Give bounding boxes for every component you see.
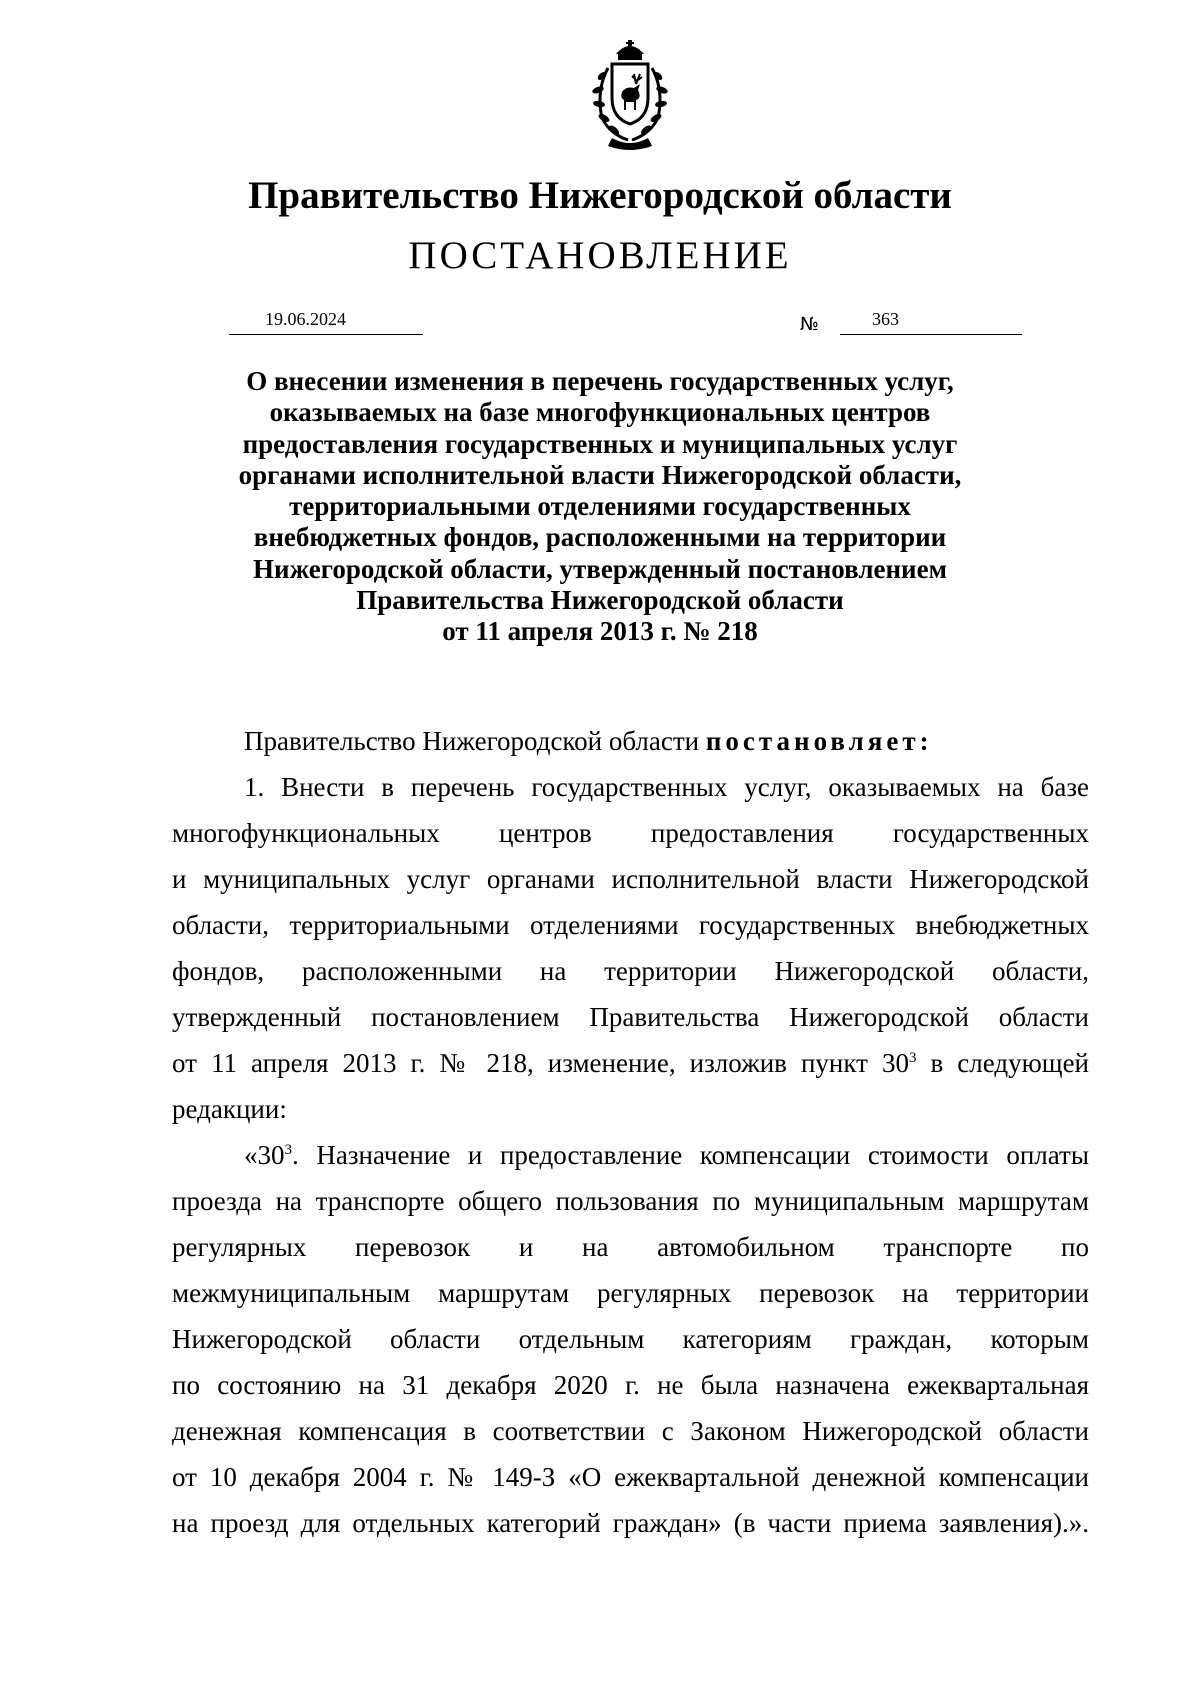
quote-line: «$30^3$. Назначение и предоставление компенсации стоимости оплаты	[244, 1140, 1089, 1170]
paragraph-line: утвержденный постановлением Правительства Нижегородской области	[172, 1002, 1089, 1032]
quote-line: от 10 декабря 2004 г. № 149-З «О ежеквартальной денежной компенсации	[172, 1462, 1089, 1492]
quote-line: регулярных перевозок и на автомобильном транспорте по	[172, 1232, 1089, 1262]
quote-line: проезда на транспорте общего пользования по муниципальным маршрутам	[172, 1186, 1089, 1216]
number-field	[840, 308, 1022, 335]
title-line: предоставления государственных и муниципальных услуг	[242, 428, 958, 459]
paragraph-line: 1. Внести в перечень государственных услуг, оказываемых на базе	[244, 772, 1089, 802]
title-line: оказываемых на базе многофункциональных центров	[269, 397, 931, 428]
title-line: органами исполнительной власти Нижегородской области,	[238, 459, 962, 490]
document-number: 363	[872, 309, 899, 329]
quote-line: денежная компенсация в соответствии с Законом Нижегородской области	[172, 1416, 1089, 1446]
date-field	[229, 308, 423, 335]
title-line: Нижегородской области, утвержденный постановлением	[253, 553, 947, 584]
number-sign: №	[800, 314, 819, 335]
title-line: О внесении изменения в перечень государственных услуг,	[246, 366, 954, 396]
organization-name: Правительство Нижегородской области	[248, 174, 952, 217]
paragraph-line: области, территориальными отделениями государственных внебюджетных	[172, 910, 1089, 940]
decree-word: постановляет:	[705, 726, 933, 756]
title-line: от 11 апреля 2013 г. № 218	[442, 616, 758, 647]
paragraph-line: фондов, расположенными на территории Нижегородской области,	[172, 956, 1089, 986]
quote-line: по состоянию на 31 декабря 2020 г. не была назначена ежеквартальная	[172, 1370, 1089, 1400]
document-type: ПОСТАНОВЛЕНИЕ	[408, 234, 792, 277]
document-title	[200, 366, 1000, 648]
quote-line: на проезд для отдельных категорий граждан» (в части приема заявления).».	[172, 1508, 1089, 1538]
paragraph-line: многофункциональных центров предоставления государственных	[172, 818, 1089, 848]
paragraph-line: и муниципальных услуг органами исполнительной власти Нижегородской	[172, 864, 1089, 894]
intro-line	[244, 718, 933, 764]
quote-line: Нижегородской области отдельным категориям граждан, которым	[172, 1324, 1089, 1354]
title-line: Правительства Нижегородской области	[356, 585, 844, 616]
coat-of-arms-icon	[578, 40, 682, 152]
paragraph-line: редакции:	[172, 1094, 287, 1124]
quote-line: межмуниципальным маршрутам регулярных перевозок на территории	[172, 1278, 1089, 1308]
document-date: 19.06.2024	[265, 309, 346, 329]
title-line: территориальными отделениями государственных	[289, 491, 911, 522]
paragraph-line: от 11 апреля 2013 г. № 218, изменение, изложив пункт $30^3$ в следующей	[172, 1048, 1090, 1078]
title-line: внебюджетных фондов, расположенными на территории	[253, 522, 947, 553]
intro-text: Правительство Нижегородской области	[244, 726, 700, 756]
